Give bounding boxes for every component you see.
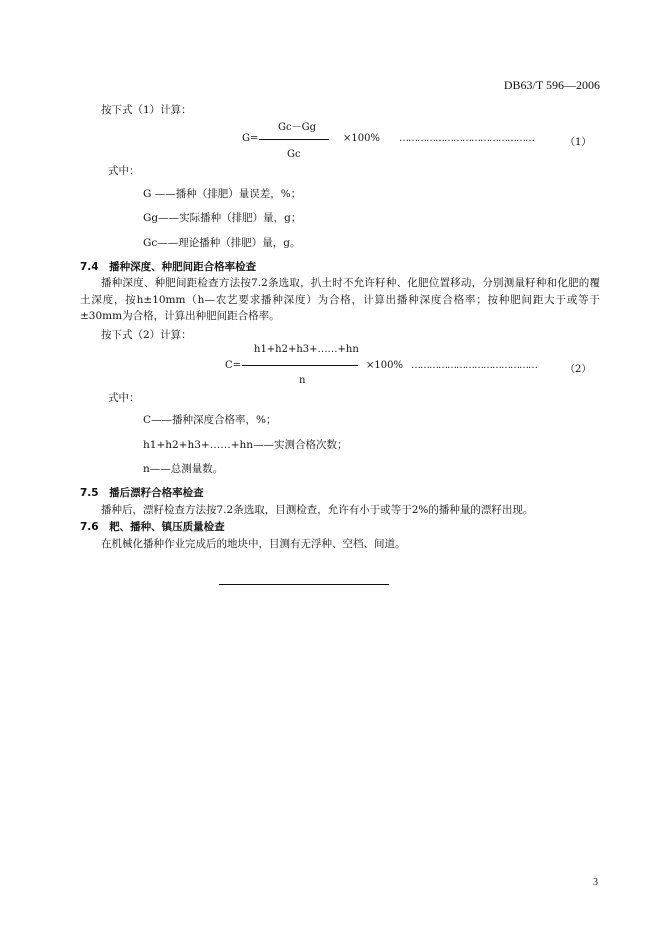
formula2-multiplier: ×100% xyxy=(366,360,403,371)
standard-code: DB63/T 596—2006 xyxy=(503,78,600,92)
formula2-number: （2） xyxy=(565,364,592,375)
section-7-5-heading: 7.5 播后漂籽合格率检查 xyxy=(80,487,204,499)
formula1-where: 式中： xyxy=(108,165,140,177)
formula2-dots: …………………………………… xyxy=(411,360,537,371)
formula1-lhs: G= xyxy=(242,133,259,144)
formula1-fraction-bar xyxy=(259,139,329,140)
formula1-def-gg: Gg——实际播种（排肥）量，g； xyxy=(143,212,302,224)
formula1-def-g: G ——播种（排肥）量误差，%； xyxy=(143,188,302,200)
section-7-6-paragraph: 在机械化播种作业完成后的地块中，目测有无浮种、空档、间道。 xyxy=(101,538,406,550)
formula2-def-h: h1+h2+h3+……+hn——实测合格次数； xyxy=(143,439,348,451)
section-7-4-paragraph: 播种深度、种肥间距检查方法按7.2条选取，扒土时不允许籽种、化肥位置移动，分别测量籽种和化肥的覆土深度，按h±10mm（h—农艺要求播种深度）为合格，计算出播种深度合格率；按种肥间距大于或等于±30mm为合格，计算出种肥间距合格率。 xyxy=(80,277,600,322)
section-7-4-heading: 7.4 播种深度、种肥间距合格率检查 xyxy=(80,261,257,273)
formula2-fraction-bar xyxy=(242,365,358,366)
formula2-denominator: n xyxy=(299,375,306,386)
formula1-def-gc: Gc——理论播种（排肥）量，g。 xyxy=(143,237,301,249)
formula1-numerator: Gc－Gg xyxy=(278,122,316,133)
formula1-intro: 按下式（1）计算： xyxy=(101,104,192,116)
section-7-6-heading: 7.6 耙、播种、镇压质量检查 xyxy=(80,521,225,533)
formula2-def-c: C——播种深度合格率，%； xyxy=(143,414,277,426)
end-rule xyxy=(219,584,389,585)
formula2-intro: 按下式（2）计算： xyxy=(101,329,192,341)
formula2-lhs: C= xyxy=(225,360,242,371)
formula1-dots: ……………………………………… xyxy=(399,133,534,144)
formula1-number: （1） xyxy=(565,137,592,148)
formula2-def-n: n——总测量数。 xyxy=(143,463,224,475)
formula2-numerator: h1+h2+h3+……+hn xyxy=(254,344,359,355)
section-7-5-paragraph: 播种后，漂籽检查方法按7.2条选取，目测检查，允许有小于或等于2%的播种量的漂籽出现。 xyxy=(101,504,534,516)
formula2-where: 式中： xyxy=(108,392,140,404)
formula1-multiplier: ×100% xyxy=(343,133,380,144)
formula1-denominator: Gc xyxy=(287,149,301,160)
page-number: 3 xyxy=(593,877,598,888)
